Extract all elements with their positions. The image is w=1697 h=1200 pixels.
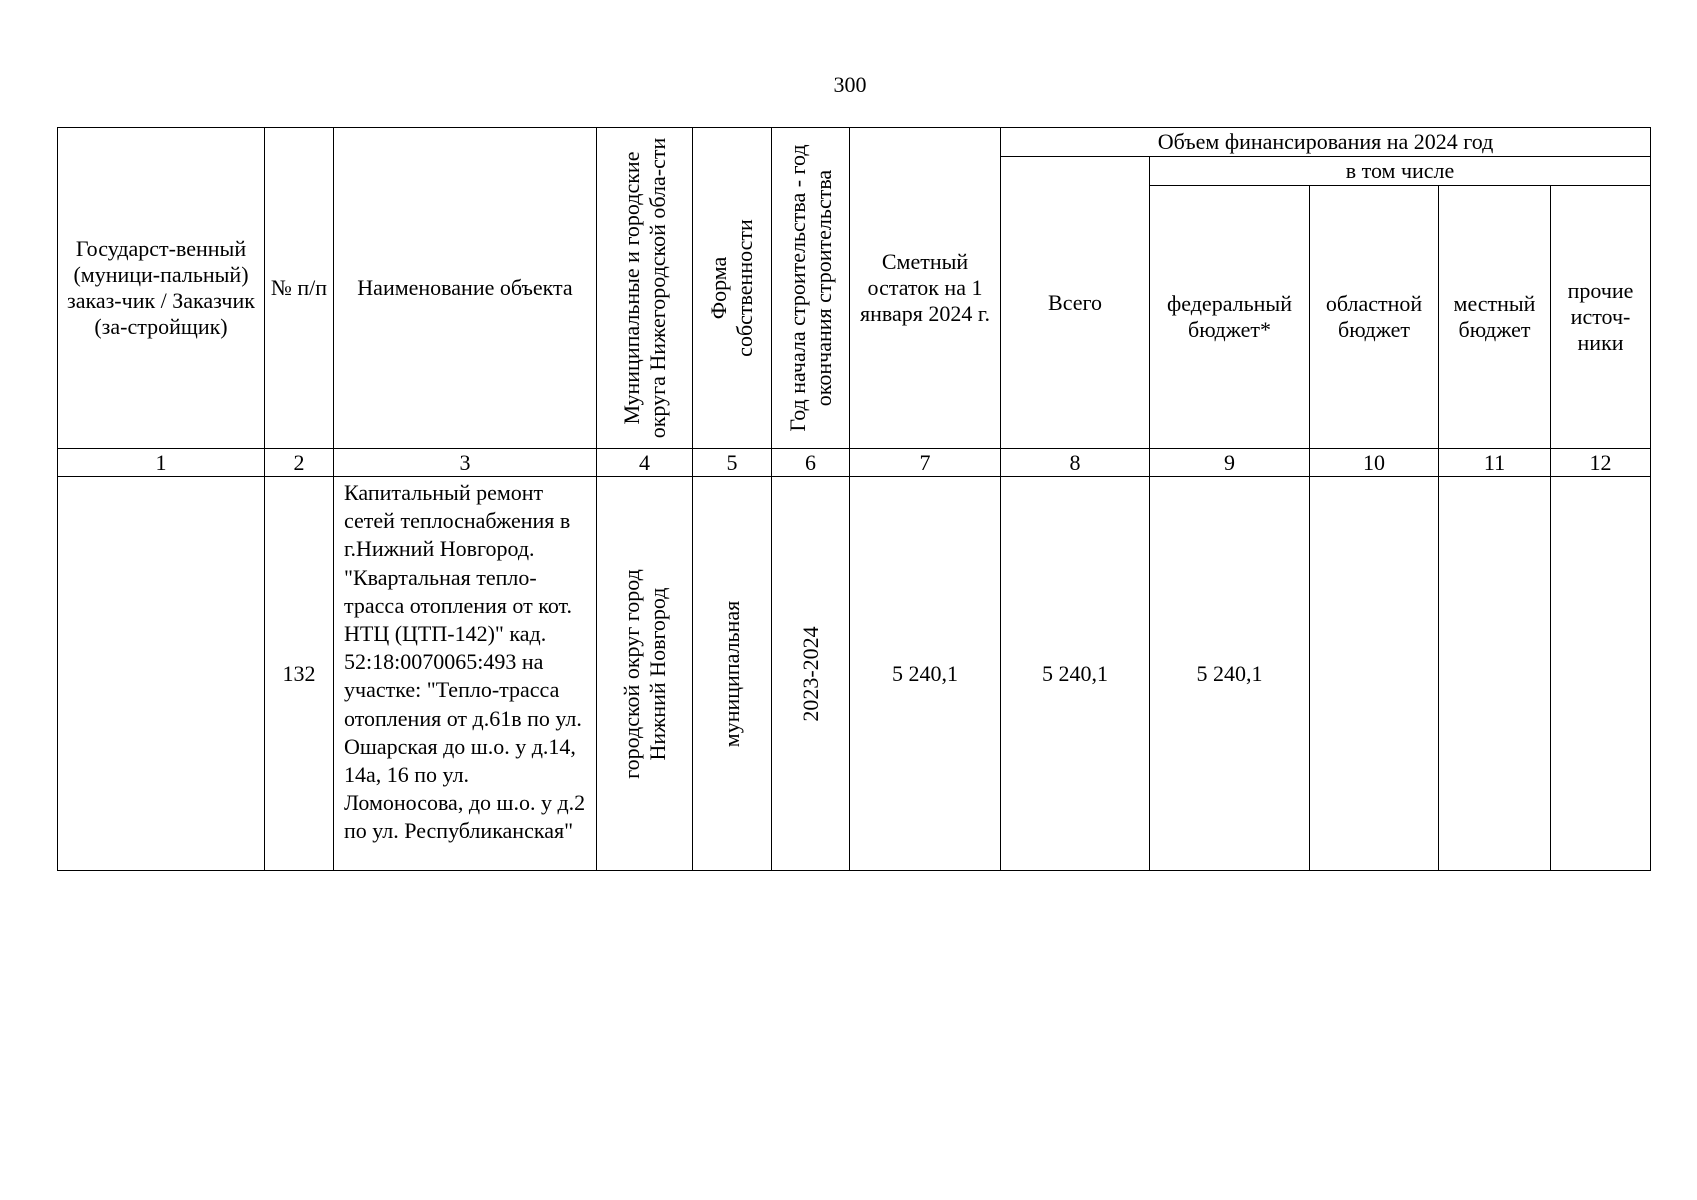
header-ownership: Форма собственности xyxy=(693,128,772,449)
row-federal: 5 240,1 xyxy=(1150,477,1310,871)
header-federal: федеральный бюджет* xyxy=(1150,186,1310,449)
header-customer: Государст-венный (муници-пальный) заказ-чик / Заказчик (за-стройщик) xyxy=(58,128,265,449)
column-number-row xyxy=(58,449,1651,477)
column-number: 7 xyxy=(850,449,1001,477)
row-num: 132 xyxy=(265,477,334,871)
header-row-top xyxy=(58,128,1651,157)
row-ownership: муниципальная xyxy=(693,477,772,871)
financing-table xyxy=(57,127,1651,871)
column-number: 10 xyxy=(1310,449,1439,477)
header-total: Всего xyxy=(1001,157,1150,449)
column-number: 9 xyxy=(1150,449,1310,477)
column-number: 11 xyxy=(1439,449,1551,477)
column-number: 8 xyxy=(1001,449,1150,477)
column-number: 5 xyxy=(693,449,772,477)
page-number: 300 xyxy=(833,72,867,97)
header-estimate: Сметный остаток на 1 января 2024 г. xyxy=(850,128,1001,449)
column-number: 6 xyxy=(772,449,850,477)
column-number: 12 xyxy=(1551,449,1651,477)
row-customer xyxy=(58,477,265,871)
column-number: 4 xyxy=(597,449,693,477)
row-other xyxy=(1551,477,1651,871)
header-regional: областной бюджет xyxy=(1310,186,1439,449)
table-row xyxy=(58,477,1651,871)
header-local: местный бюджет xyxy=(1439,186,1551,449)
row-years: 2023-2024 xyxy=(772,477,850,871)
header-other: прочие источ-ники xyxy=(1551,186,1651,449)
row-total: 5 240,1 xyxy=(1001,477,1150,871)
row-municipality: городской округ город Нижний Новгород xyxy=(597,477,693,871)
header-years: Год начала строительства - год окончания строительства xyxy=(772,128,850,449)
header-municipality: Муниципальные и городские округа Нижегородской обла-сти xyxy=(597,128,693,449)
row-object-name: Капитальный ремонт сетей теплоснабжения в г.Нижний Новгород. "Квартальная тепло-трасса отопления от кот. НТЦ (ЦТП-142)" кад. 52:18:0070065:493 на участке: "Тепло-трасса отопления от д.61в по ул. Ошарская до ш.о. у д.14, 14а, 16 по ул. Ломоносова, до ш.о. у д.2 по ул. Республиканская" xyxy=(334,477,597,871)
header-num: № п/п xyxy=(265,128,334,449)
column-number: 1 xyxy=(58,449,265,477)
column-number: 3 xyxy=(334,449,597,477)
row-regional xyxy=(1310,477,1439,871)
header-including: в том числе xyxy=(1150,157,1651,186)
row-estimate: 5 240,1 xyxy=(850,477,1001,871)
column-number: 2 xyxy=(265,449,334,477)
header-object-name: Наименование объекта xyxy=(334,128,597,449)
row-local xyxy=(1439,477,1551,871)
header-financing: Объем финансирования на 2024 год xyxy=(1001,128,1651,157)
